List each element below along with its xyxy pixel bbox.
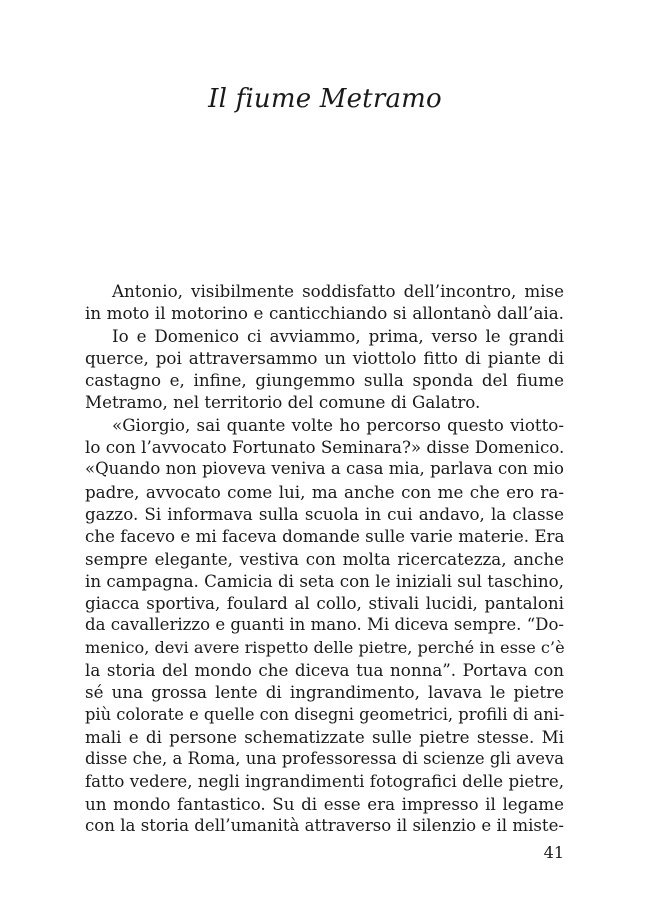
text-line: Io e Domenico ci avviammo, prima, verso le grandi <box>112 325 564 346</box>
text-line: castagno e, infine, giungemmo sulla sponda del fiume <box>85 370 564 391</box>
text-line: giacca sportiva, foulard al collo, stivali lucidi, pantaloni <box>85 593 564 614</box>
text-line: «Giorgio, sai quante volte ho percorso questo viotto- <box>112 414 564 435</box>
chapter-title: Il fiume Metramo <box>208 84 442 114</box>
text-line: con la storia dell’umanità attraverso il silenzio e il miste- <box>85 816 564 836</box>
text-line: disse che, a Roma, una professoressa di scienze gli aveva <box>85 749 564 769</box>
page-number: 41 <box>543 843 564 862</box>
text-line: «Quando non pioveva veniva a casa mia, parlava con mio <box>85 459 564 479</box>
text-line: menico, devi avere rispetto delle pietre, perché in esse c’è <box>85 637 565 657</box>
text-line: mali e di persone schematizzate sulle pietre stesse. Mi <box>85 726 564 747</box>
text-line: padre, avvocato come lui, ma anche con me che ero ra- <box>85 481 564 502</box>
text-line: che facevo e mi faceva domande sulle varie materie. Era <box>85 526 565 547</box>
text-line: Metramo, nel territorio del comune di Galatro. <box>85 392 481 413</box>
text-line: Antonio, visibilmente soddisfatto dell’incontro, mise <box>112 281 564 301</box>
text-line: querce, poi attraversammo un viottolo fitto di piante di <box>85 347 564 368</box>
text-line: sé una grossa lente di ingrandimento, lavava le pietre <box>85 682 564 703</box>
text-line: in moto il motorino e canticchiando si allontanò dall’aia. <box>85 303 564 324</box>
body-text <box>85 280 564 837</box>
text-line: la storia del mondo che diceva tua nonna”. Portava con <box>85 660 564 681</box>
text-line: sempre elegante, vestiva con molta ricercatezza, anche <box>85 548 564 569</box>
text-line: più colorate e quelle con disegni geometrici, profili di ani- <box>85 704 565 724</box>
text-line: lo con l’avvocato Fortunato Seminara?» disse Domenico. <box>85 437 565 458</box>
text-line: fatto vedere, negli ingrandimenti fotografici delle pietre, <box>85 771 564 791</box>
text-line: un mondo fantastico. Su di esse era impresso il legame <box>85 793 564 814</box>
text-line: in campagna. Camicia di seta con le iniziali sul taschino, <box>85 570 564 591</box>
text-line: da cavallerizzo e guanti in mano. Mi diceva sempre. “Do- <box>85 615 564 635</box>
text-line: gazzo. Si informava sulla scuola in cui andavo, la classe <box>85 503 564 524</box>
